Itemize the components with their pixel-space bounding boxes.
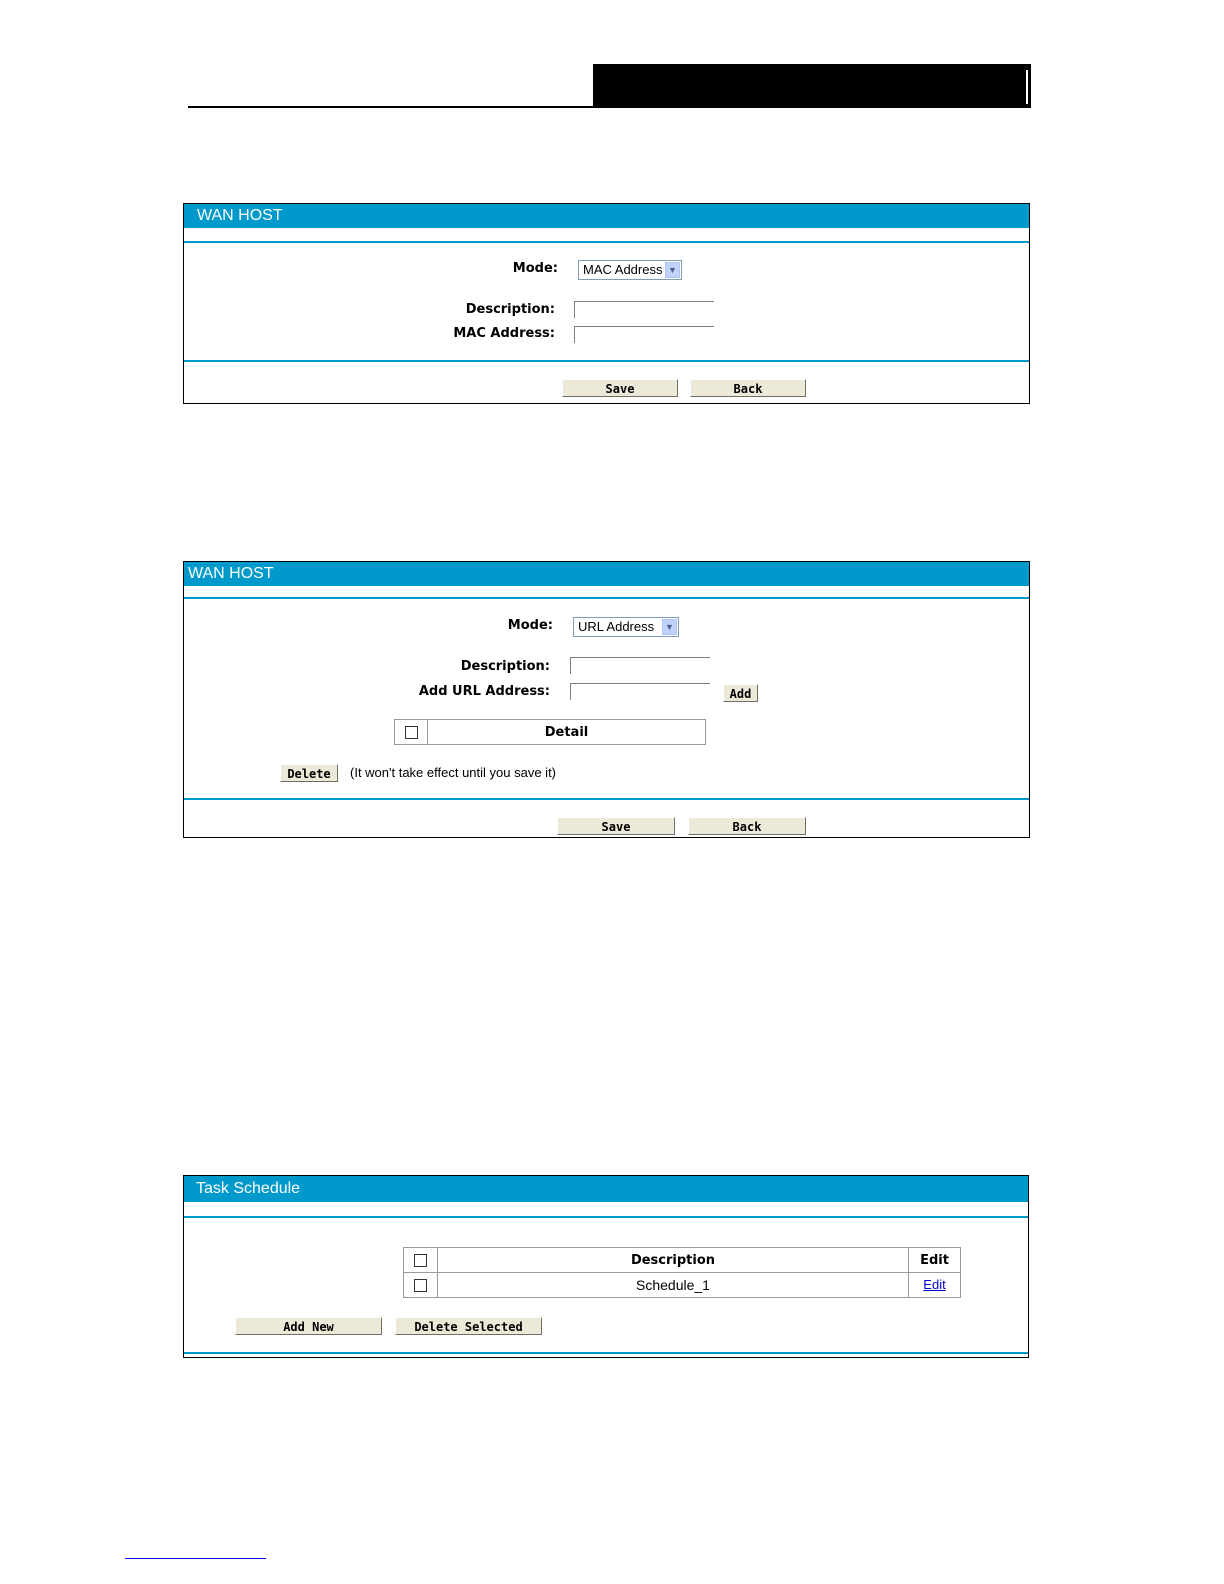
select-all-cell [404,1248,438,1273]
mode-select-value: URL Address [578,619,655,634]
delete-button[interactable]: Delete [280,764,338,782]
panel-title: Task Schedule [184,1176,1028,1202]
description-input[interactable] [574,301,714,318]
back-button[interactable]: Back [688,817,806,835]
header-black-bar [593,64,1031,108]
table-row [404,1273,961,1298]
description-label: Description: [460,659,550,674]
mode-select[interactable] [578,260,682,280]
chevron-down-icon[interactable]: ▼ [662,619,677,635]
title-rule [184,597,1029,599]
title-rule [184,241,1029,243]
footer-rule [184,798,1029,800]
delete-selected-button[interactable]: Delete Selected [395,1317,542,1335]
title-rule [184,1216,1028,1218]
edit-link[interactable]: Edit [923,1277,946,1292]
select-all-checkbox[interactable] [405,726,418,739]
chevron-down-icon[interactable]: ▼ [665,262,680,278]
add-url-button[interactable]: Add [723,684,758,702]
description-label: Description: [465,302,555,317]
panel-title: WAN HOST [184,562,1029,586]
header-bar-divider [1026,70,1028,104]
mac-address-label: MAC Address: [453,326,555,341]
mode-label: Mode: [512,261,558,276]
mode-label: Mode: [507,618,553,633]
table-header-row [395,720,706,745]
task-schedule-panel [183,1175,1029,1358]
mode-select[interactable] [573,617,679,637]
url-address-input[interactable] [570,683,710,700]
header-rule [188,106,1031,108]
table-header-row [404,1248,961,1273]
add-new-button[interactable]: Add New [235,1317,382,1335]
row-select-cell [404,1273,438,1298]
select-all-checkbox[interactable] [414,1254,427,1267]
save-button[interactable]: Save [562,379,678,397]
select-all-cell [395,720,428,745]
mac-address-input[interactable] [574,326,714,343]
description-header: Description [438,1248,909,1273]
panel-title: WAN HOST [184,204,1029,228]
add-url-label: Add URL Address: [418,684,550,699]
description-input[interactable] [570,657,710,674]
row-checkbox[interactable] [414,1279,427,1292]
row-description: Schedule_1 [438,1273,909,1298]
detail-header: Detail [428,720,706,745]
footer-rule [184,360,1029,362]
back-button[interactable]: Back [690,379,806,397]
delete-note: (It won't take effect until you save it) [350,765,557,780]
mode-select-value: MAC Address [583,262,663,277]
edit-header: Edit [909,1248,961,1273]
wan-host-mac-panel [183,203,1030,404]
row-edit-cell [909,1273,961,1298]
footer-link-underline [125,1558,266,1559]
schedule-table [403,1247,961,1298]
wan-host-url-panel [183,561,1030,838]
save-button[interactable]: Save [557,817,675,835]
footer-rule [184,1352,1028,1354]
url-detail-table [394,719,706,745]
